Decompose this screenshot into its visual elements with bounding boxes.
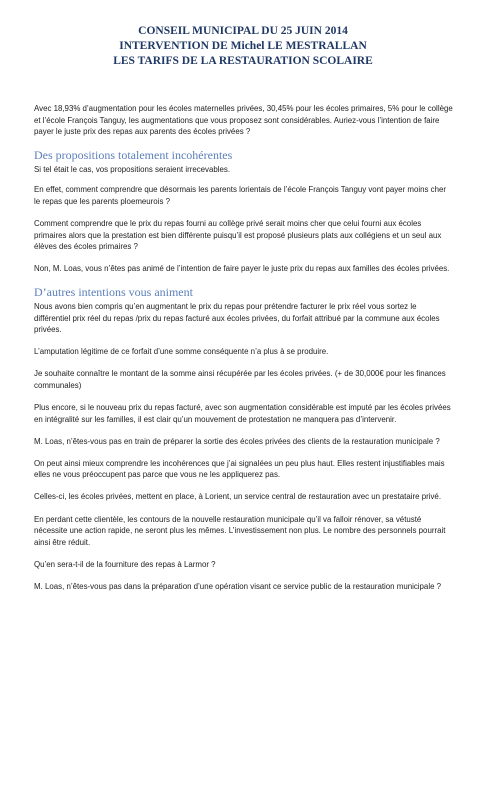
paragraph: Celles-ci, les écoles privées, mettent en place, à Lorient, un service central de restauration avec un prestataire privé. — [34, 492, 442, 502]
paragraph: Qu’en sera-t-il de la fourniture des repas à Larmor ? — [34, 559, 216, 569]
paragraph: M. Loas, n’êtes-vous pas dans la préparation d’une opération visant ce service public de la restauration municipale ? — [34, 581, 442, 591]
paragraph: En effet, comment comprendre que désormais les parents lorientais de l’école François Tanguy vont payer moins cher le repas que les parents ploemeurois ? — [34, 185, 446, 206]
document-header — [0, 24, 486, 69]
paragraph: Nous avons bien compris qu’en augmentant le prix du repas pour prétendre facturer le prix réel vous sortez le différentiel prix réel du repas /prix du repas facturé aux écoles privées, du forfait attribué par la commune aux écoles privées. — [34, 301, 440, 335]
section-heading-2: D’autres intentions vous animent — [34, 284, 193, 299]
paragraph: En perdant cette clientèle, les contours de la nouvelle restauration municipale qu’il va falloir rénover, sa vétusté nécessite une action rapide, ne seront plus les mêmes. L’investissement non plus. Le nombre des personnels pourrait ainsi être réduit. — [34, 514, 446, 547]
header-speaker: INTERVENTION DE Michel LE MESTRALLAN — [119, 40, 367, 52]
paragraph: L’amputation légitime de ce forfait d’une somme conséquente n’a plus à se produire. — [34, 347, 329, 357]
paragraph: Si tel était le cas, vos propositions seraient irrecevables. — [34, 164, 231, 174]
paragraph: Comment comprendre que le prix du repas fourni au collège privé serait moins cher que celui fourni aux écoles primaires alors que la prestation est bien différente puisqu’il est proposé plusieurs plats aux collégiens et un seul aux élèves des écoles primaires ? — [34, 219, 442, 252]
paragraph: Non, M. Loas, vous n’êtes pas animé de l’intention de faire payer le juste prix du repas aux familles des écoles privées. — [34, 264, 450, 274]
section-heading-1: Des propositions totalement incohérentes — [34, 147, 233, 162]
paragraph: M. Loas, n’êtes-vous pas en train de préparer la sortie des écoles privées des clients de la restauration municipale ? — [34, 436, 440, 446]
intro-paragraph: Avec 18,93% d’augmentation pour les écoles maternelles privées, 30,45% pour les écoles primaires, 5% pour le collège et l’école François Tanguy, les augmentations que vous proposez sont considérables. Auriez-vous l’intention de faire payer le juste prix des repas aux parents des écoles privées ? — [34, 104, 453, 137]
paragraph: Plus encore, si le nouveau prix du repas facturé, avec son augmentation considérable est imputé par les écoles privées en intégralité sur les familles, il est clair qu’un mouvement de protestation ne manquera pas d’intervenir. — [34, 403, 451, 424]
header-title: CONSEIL MUNICIPAL DU 25 JUIN 2014 — [138, 25, 348, 37]
paragraph: Je souhaite connaître le montant de la somme ainsi récupérée par les écoles privées. (+ de 30,000€ pour les finances communales) — [34, 369, 446, 390]
document-body — [34, 103, 454, 603]
header-subject: LES TARIFS DE LA RESTAURATION SCOLAIRE — [113, 55, 373, 67]
paragraph: On peut ainsi mieux comprendre les incohérences que j’ai signalées un peu plus haut. Elles restent injustifiables mais elles ne vous préoccupent pas parce que vous ne les appliquerez pas. — [34, 458, 445, 480]
